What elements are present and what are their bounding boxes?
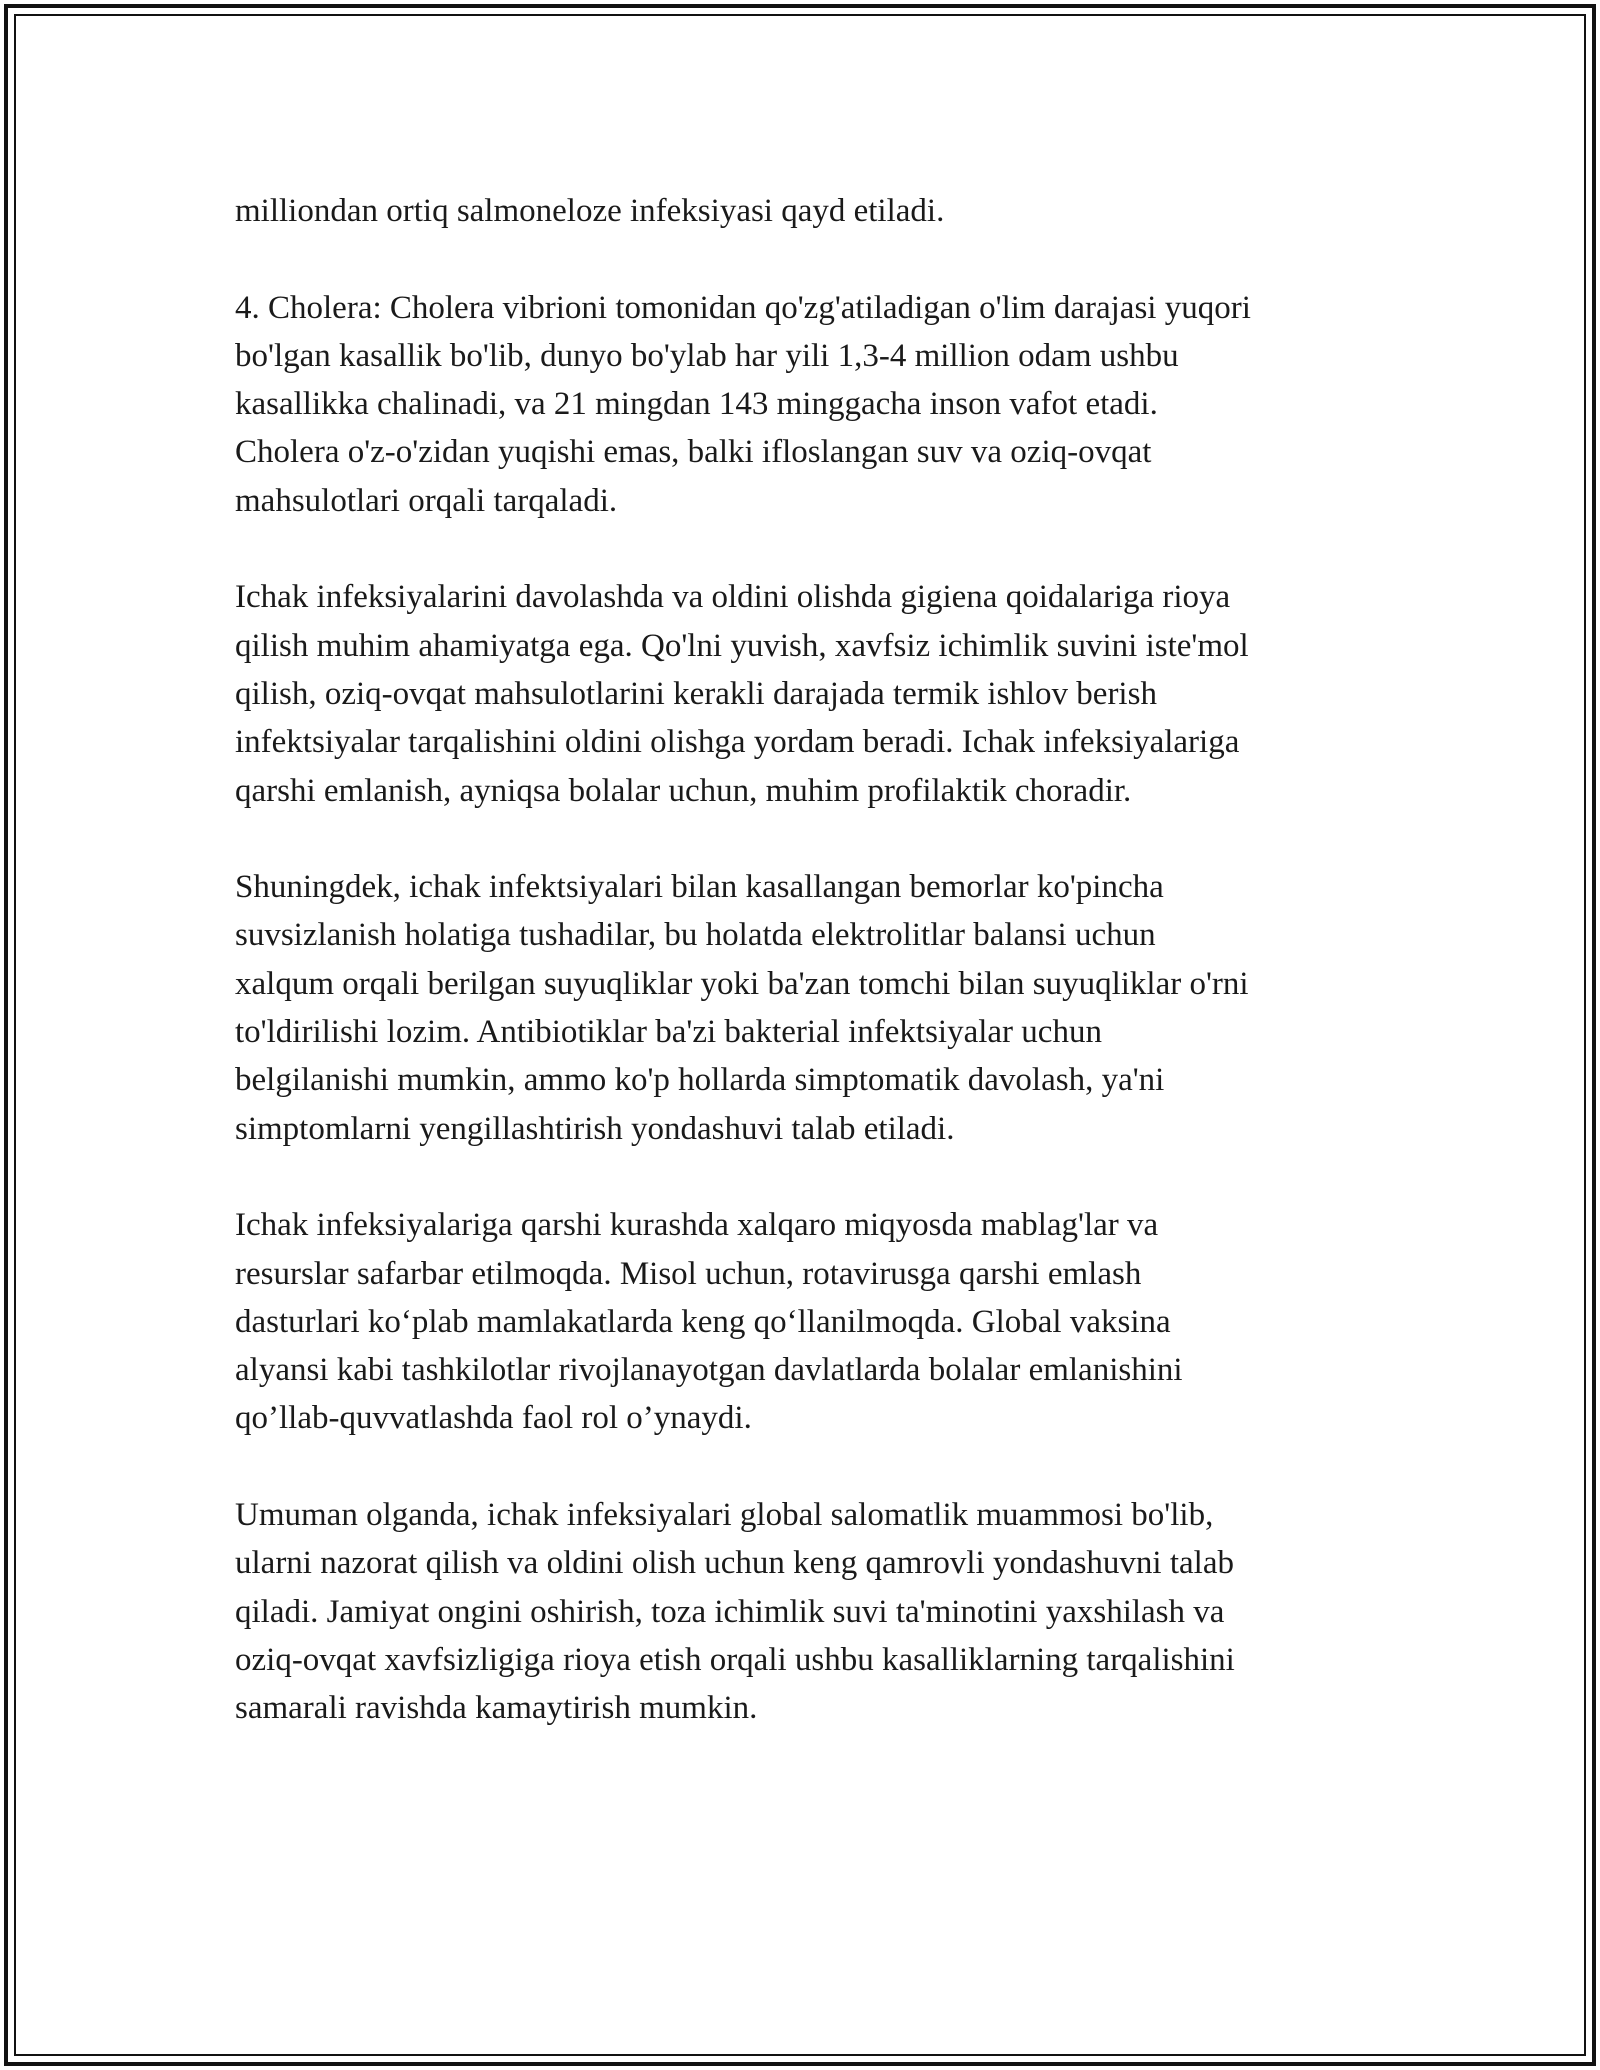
text-line: qo’llab-quvvatlashda faol rol o’ynaydi. — [235, 1400, 752, 1437]
text-line: kasallikka chalinadi, va 21 mingdan 143 minggacha inson vafot etadi. — [235, 386, 1158, 423]
text-line: to'ldirilishi lozim. Antibiotiklar ba'zi bakterial infektsiyalar uchun — [235, 1014, 1102, 1051]
paragraph-hygiene — [235, 573, 1385, 814]
text-line: qarshi emlanish, ayniqsa bolalar uchun, muhim profilaktik choradir. — [235, 772, 1132, 809]
text-line: xalqum orqali berilgan suyuqliklar yoki ba'zan tomchi bilan suyuqliklar o'rni — [235, 965, 1249, 1002]
text-line: Umuman olganda, ichak infeksiyalari global salomatlik muammosi bo'lib, — [235, 1497, 1214, 1534]
text-line: Ichak infeksiyalarini davolashda va oldini olishda gigiena qoidalariga rioya — [235, 579, 1231, 616]
text-line: samarali ravishda kamaytirish mumkin. — [235, 1690, 758, 1727]
text-line: simptomlarni yengillashtirish yondashuvi talab etiladi. — [235, 1110, 955, 1147]
text-line: belgilanishi mumkin, ammo ko'p hollarda simptomatik davolash, ya'ni — [235, 1062, 1165, 1099]
text-line: infektsiyalar tarqalishini oldini olishga yordam beradi. Ichak infeksiyalariga — [235, 724, 1240, 761]
document-body — [235, 187, 1385, 1781]
text-line: qiladi. Jamiyat ongini oshirish, toza ichimlik suvi ta'minotini yaxshilash va — [235, 1593, 1225, 1630]
paragraph-cholera — [235, 284, 1385, 525]
text-line: Ichak infeksiyalariga qarshi kurashda xalqaro miqyosda mablag'lar va — [235, 1207, 1159, 1244]
text-line: dasturlari ko‘plab mamlakatlarda keng qo‘llanilmoqda. Global vaksina — [235, 1303, 1171, 1340]
paragraph-conclusion — [235, 1491, 1385, 1732]
paragraph-dehydration — [235, 863, 1385, 1153]
text-line: 4. Cholera: Cholera vibrioni tomonidan qo'zg'atiladigan o'lim darajasi yuqori — [235, 289, 1251, 326]
text-line: milliondan ortiq salmoneloze infeksiyasi qayd etiladi. — [235, 193, 945, 229]
text-line: Shuningdek, ichak infektsiyalari bilan kasallangan bemorlar ko'pincha — [235, 869, 1164, 906]
text-line: alyansi kabi tashkilotlar rivojlanayotgan davlatlarda bolalar emlanishini — [235, 1352, 1183, 1389]
text-line: ularni nazorat qilish va oldini olish uchun keng qamrovli yondashuvni talab — [235, 1545, 1234, 1582]
text-line: suvsizlanish holatiga tushadilar, bu holatda elektrolitlar balansi uchun — [235, 917, 1156, 954]
text-line: Cholera o'z-o'zidan yuqishi emas, balki ifloslangan suv va oziq-ovqat — [235, 434, 1152, 471]
text-line: qilish, oziq-ovqat mahsulotlarini kerakli darajada termik ishlov berish — [235, 675, 1157, 712]
paragraph-international — [235, 1201, 1385, 1442]
text-line: bo'lgan kasallik bo'lib, dunyo bo'ylab har yili 1,3-4 million odam ushbu — [235, 337, 1179, 374]
paragraph-salmonella-end — [235, 187, 1385, 235]
text-line: oziq-ovqat xavfsizligiga rioya etish orqali ushbu kasalliklarning tarqalishini — [235, 1641, 1235, 1678]
text-line: resurslar safarbar etilmoqda. Misol uchun, rotavirusga qarshi emlash — [235, 1255, 1142, 1292]
text-line: mahsulotlari orqali tarqaladi. — [235, 482, 618, 519]
text-line: qilish muhim ahamiyatga ega. Qo'lni yuvish, xavfsiz ichimlik suvini iste'mol — [235, 627, 1249, 664]
